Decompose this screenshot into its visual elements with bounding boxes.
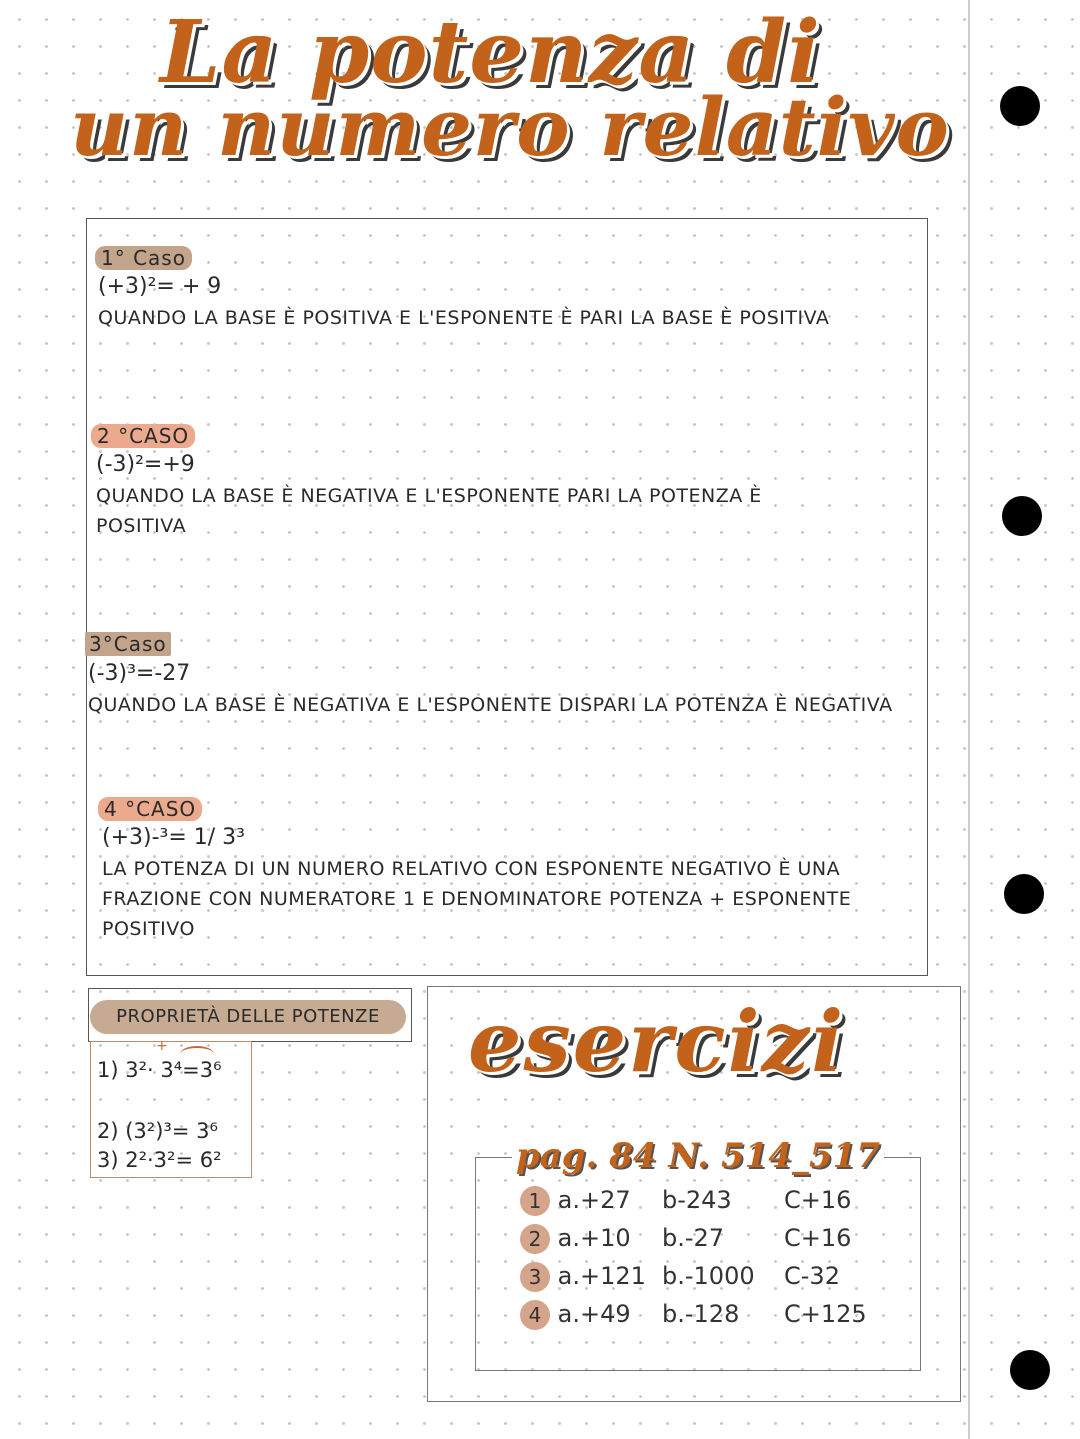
case-2-text-line2: POSITIVA (96, 515, 187, 537)
case-4-text-line3: POSITIVO (102, 918, 195, 940)
binder-hole (1010, 1350, 1050, 1390)
case-4-label: 4 °CASO (98, 797, 202, 821)
answer-row-2-number: 2 (520, 1224, 550, 1254)
case-1-label: 1° Caso (95, 246, 192, 270)
answer-row-1-a (520, 1186, 631, 1216)
property-rule-2: 2) (3²)³= 3⁶ (97, 1119, 218, 1143)
answer-row-3-a (520, 1262, 646, 1292)
answer-row-1-b: b-243 (662, 1186, 732, 1214)
binder-hole (1004, 874, 1044, 914)
answer-row-3-b: b.-1000 (662, 1262, 755, 1290)
answer-row-3-c: C-32 (784, 1262, 840, 1290)
annotation-plus: + (156, 1038, 168, 1054)
answer-row-3-number: 3 (520, 1262, 550, 1292)
answer-row-2-c: C+16 (784, 1224, 852, 1252)
answer-value: a.+121 (557, 1262, 646, 1290)
answer-row-4-a (520, 1300, 631, 1330)
case-3-text: QUANDO LA BASE È NEGATIVA E L'ESPONENTE DISPARI LA POTENZA È NEGATIVA (88, 694, 893, 716)
case-3-formula: (-3)³=-27 (88, 661, 191, 686)
exercises-subtitle: pag. 84 N. 514_517 (512, 1136, 884, 1176)
case-1-text: QUANDO LA BASE È POSITIVA E L'ESPONENTE È PARI LA BASE È POSITIVA (98, 307, 830, 329)
case-2-formula: (-3)²=+9 (96, 452, 195, 477)
answer-row-4-c: C+125 (784, 1300, 867, 1328)
binder-hole (1002, 496, 1042, 536)
case-4-text-line1: LA POTENZA DI UN NUMERO RELATIVO CON ESPONENTE NEGATIVO È UNA (102, 858, 841, 880)
case-3-label: 3°Caso (85, 632, 171, 656)
property-rule-3: 3) 2²·3²= 6² (97, 1148, 222, 1172)
answer-row-1-c: C+16 (784, 1186, 852, 1214)
case-1-formula: (+3)²= + 9 (98, 274, 222, 299)
property-rule-1: 1) 3²· 3⁴=3⁶ (97, 1058, 222, 1082)
answer-value: a.+49 (557, 1300, 631, 1328)
case-2-text-line1: QUANDO LA BASE È NEGATIVA E L'ESPONENTE PARI LA POTENZA È (96, 485, 762, 507)
case-4-formula: (+3)-³= 1/ 3³ (102, 825, 245, 850)
answer-row-2-b: b.-27 (662, 1224, 725, 1252)
page-title-line2: un numero relativo (70, 80, 950, 174)
page-margin-line (968, 0, 970, 1439)
answer-row-1-number: 1 (520, 1186, 550, 1216)
properties-heading: PROPRIETÀ DELLE POTENZE (90, 1000, 406, 1034)
answer-value: a.+10 (557, 1224, 631, 1252)
page-title-line1: La potenza di (160, 2, 821, 103)
answer-value: a.+27 (557, 1186, 631, 1214)
answer-row-4-number: 4 (520, 1300, 550, 1330)
case-4-text-line2: FRAZIONE CON NUMERATORE 1 E DENOMINATORE POTENZA + ESPONENTE (102, 888, 852, 910)
answer-row-2-a (520, 1224, 631, 1254)
exercises-title: esercizi (468, 992, 846, 1091)
case-2-label: 2 °CASO (91, 424, 195, 448)
binder-hole (1000, 86, 1040, 126)
answer-row-4-b: b.-128 (662, 1300, 740, 1328)
